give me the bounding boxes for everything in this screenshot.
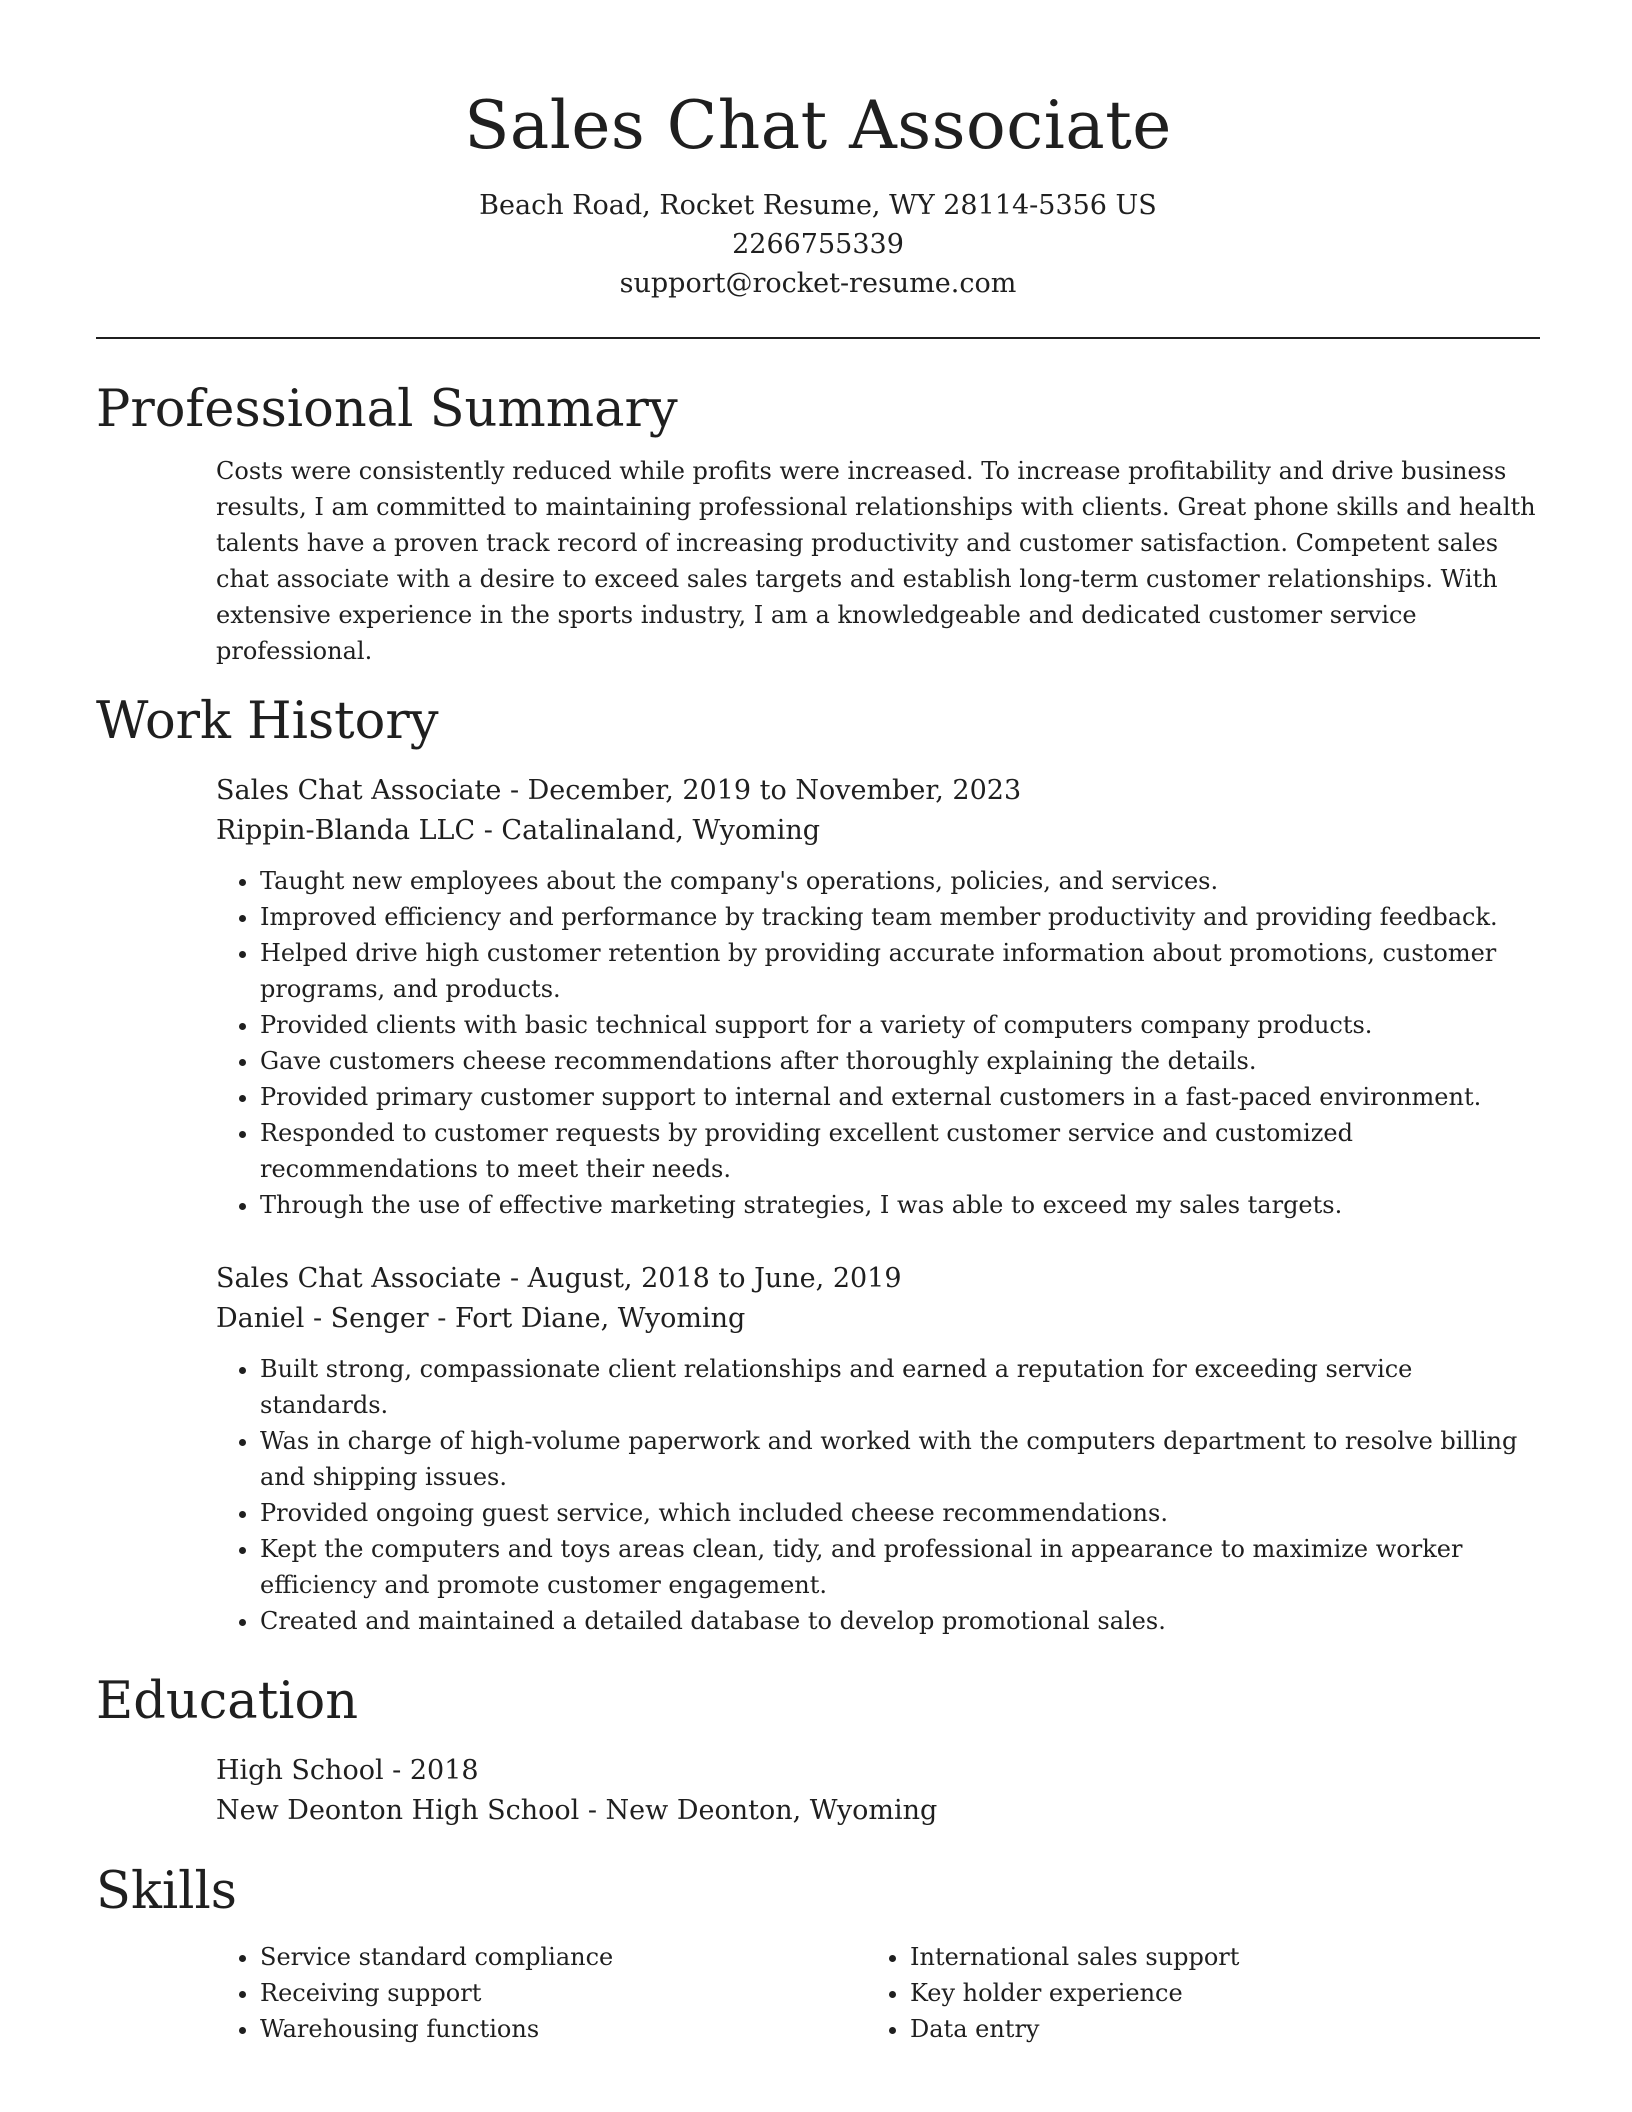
- summary-text: Costs were consistently reduced while profits were increased. To increase profitability and drive business results, I am committed to maintaining professional relationships with clients. Great phone skills and health talents have a proven track record of increasing productivity and customer satisfaction. Competent sales chat associate with a desire to exceed sales targets and establish long-term customer relationships. With extensive experience in the sports industry, I am a knowledgeable and dedicated customer service professional.: [216, 457, 1536, 665]
- skill-item: • Service standard compliance: [260, 1939, 866, 1975]
- skills-heading: Skills: [96, 1862, 237, 1921]
- skill-item: • International sales support: [910, 1939, 1510, 1975]
- candidate-name: Sales Chat Associate: [464, 87, 1172, 164]
- summary-heading: Professional Summary: [96, 380, 678, 439]
- summary-section: [96, 453, 1540, 669]
- job-bullet: • Through the use of effective marketing strategies, I was able to exceed my sales targets.: [260, 1187, 1540, 1223]
- skills-grid: [216, 1939, 1540, 2047]
- job-bullet: • Created and maintained a detailed database to develop promotional sales.: [260, 1603, 1540, 1639]
- resume-page: [96, 0, 1540, 2047]
- job-bullet-list: [216, 1351, 1540, 1639]
- education-school: New Deonton High School - New Deonton, Wyoming: [216, 1795, 938, 1826]
- education-heading: Education: [96, 1672, 359, 1731]
- skill-item: • Data entry: [910, 2011, 1510, 2047]
- job-bullet: • Provided clients with basic technical support for a variety of computers company products.: [260, 1007, 1540, 1043]
- job-bullet: • Kept the computers and toys areas clean, tidy, and professional in appearance to maximize worker efficiency and promote customer engagement.: [260, 1531, 1540, 1603]
- job-bullet: • Was in charge of high-volume paperwork and worked with the computers department to resolve billing and shipping issues.: [260, 1423, 1540, 1495]
- job-position: Sales Chat Associate - December, 2019 to November, 2023: [216, 775, 1022, 806]
- job-bullet: • Helped drive high customer retention by providing accurate information about promotions, customer programs, and products.: [260, 935, 1540, 1007]
- skills-list-right: [866, 1939, 1510, 2047]
- job-bullet: • Improved efficiency and performance by tracking team member productivity and providing feedback.: [260, 899, 1540, 935]
- header-divider: [96, 337, 1540, 339]
- phone: 2266755339: [732, 229, 904, 260]
- job-bullet: • Provided primary customer support to internal and external customers in a fast-paced environment.: [260, 1079, 1540, 1115]
- job-bullet: • Provided ongoing guest service, which included cheese recommendations.: [260, 1495, 1540, 1531]
- work-history-section: [96, 771, 1540, 1639]
- skill-item: • Receiving support: [260, 1975, 866, 2011]
- job-entry: [216, 771, 1540, 1223]
- job-company: Daniel - Senger - Fort Diane, Wyoming: [216, 1303, 746, 1334]
- education-section: [96, 1751, 1540, 1831]
- contact-info: [96, 186, 1540, 303]
- skill-item: • Warehousing functions: [260, 2011, 866, 2047]
- job-bullet: • Responded to customer requests by providing excellent customer service and customized recommendations to meet their needs.: [260, 1115, 1540, 1187]
- address: Beach Road, Rocket Resume, WY 28114-5356 US: [479, 190, 1157, 221]
- job-bullet: • Taught new employees about the company's operations, policies, and services.: [260, 863, 1540, 899]
- job-position: Sales Chat Associate - August, 2018 to June, 2019: [216, 1263, 902, 1294]
- skills-section: [96, 1939, 1540, 2047]
- job-entry: [216, 1259, 1540, 1639]
- resume-header: [96, 0, 1540, 303]
- skill-item: • Key holder experience: [910, 1975, 1510, 2011]
- work-history-heading: Work History: [96, 692, 439, 751]
- job-company: Rippin-Blanda LLC - Catalinaland, Wyoming: [216, 815, 821, 846]
- job-bullet-list: [216, 863, 1540, 1223]
- job-bullet: • Built strong, compassionate client relationships and earned a reputation for exceeding service standards.: [260, 1351, 1540, 1423]
- job-bullet: • Gave customers cheese recommendations after thoroughly explaining the details.: [260, 1043, 1540, 1079]
- skills-list-left: [216, 1939, 866, 2047]
- email: support@rocket-resume.com: [619, 268, 1017, 299]
- education-degree: High School - 2018: [216, 1755, 479, 1786]
